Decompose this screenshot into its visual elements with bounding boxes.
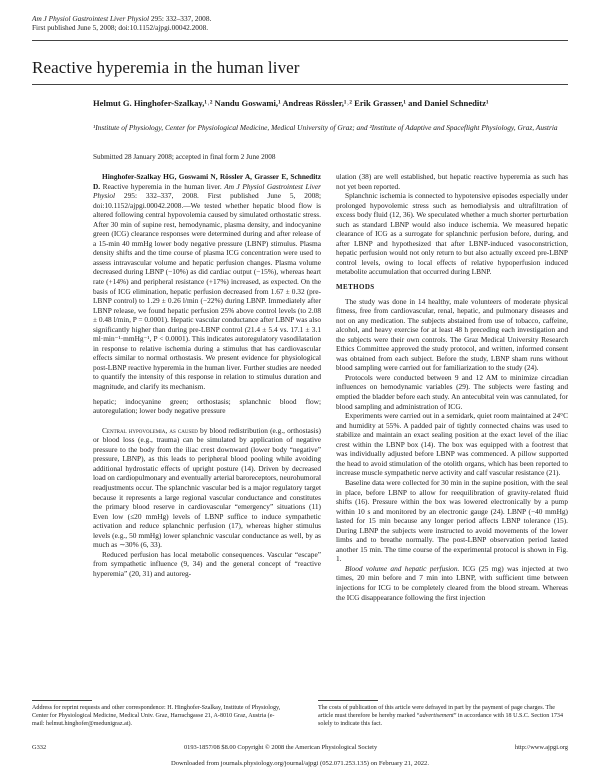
intro-paragraph-2: Reduced perfusion has local metabolic consequences. Vascular “escape” from sympathetic influence (9, 34) and the general concept of “reactive hyperemia” (20, 31) and autoreg-	[93, 549, 321, 578]
page-charges-footnote	[318, 700, 568, 728]
methods-heading: METHODS	[336, 283, 375, 292]
abstract-text: 295: 332–337, 2008. First published June 5, 2008; doi:10.1152/ajpgi.00042.2008.—We tested whether hepatic blood flow is altered following central hypovolemia caused by simulated orthostatic stress. After 30 min of supine rest, hemodynamic, plasma density, and indocyanine green (ICG) clearance responses were determined during and after release of a 15-min 40 mmHg lower body negative pressure (LBNP) stimulus. Plasma density shifts and the time course of plasma ICG concentration were used to assess intravascular volume and hepatic perfusion changes. Plasma volume decreased during LBNP (−10%) as did cardiac output (−15%), whereas heart rate (+14%) and peripheral resistance (+17%) increased, as expected. On the basis of ICG elimination, hepatic perfusion decreased from 1.67 ± 0.32 (pre-LBNP control) to 1.29 ± 0.26 l/min (−22%) during LBNP. Immediately after LBNP release, we found hepatic perfusion 25% above control levels (to 2.08 ± 0.48 l/min, P = 0.0001). Hepatic vascular conductance after LBNP was also significantly higher than during pre-LBNP control (21.4 ± 5.4 vs. 17.1 ± 3.1 ml·min⁻¹·mmHg⁻¹, P < 0.0001). This indicates autoregulatory vasodilatation in response to relative ischemia during a stimulus that has cardiovascular effects similar to normal orthostasis. We present evidence for physiological post-LBNP reactive hyperemia in the human liver. Further studies are needed to quantify the intensity of this response in relation to stimulus duration and magnitude, and clarify its mechanism.	[93, 191, 321, 392]
abstract-citation-journal: Am J Physiol Gastrointest Liver Physiol	[93, 181, 322, 201]
methods-paragraph-1: The study was done in 14 healthy, male volunteers of moderate physical fitness, free from cardiovascular, renal, hepatic, and pulmonary diseases and not on any medication. The subjects abstained from use of tobacco, caffeine, alcohol, and heavy exercise for at least 48 h preceding each investigation and the subjects were their own controls. The Graz Medical University Research Ethics Committee approved the study protocol, and written, informed consent was obtained from each subject. Before the study, LBNP sham runs without blood sampling were carried out for familiarization to the study (24).	[336, 296, 568, 373]
methods-paragraph-5	[336, 564, 568, 602]
journal-volume: 295: 332–337, 2008.	[149, 14, 212, 23]
methods-paragraph-4: Baseline data were collected for 30 min in the supine position, with the seal in place, before LBNP to allow for reequilibration of gravity-related fluid shifts (16). Pressure within the box was lowered electronically by a pump within 10 s and monitored by an electronic gauge (24). LBNP (−40 mmHg) lasted for 15 min because any longer period affects LBNP tolerance (15). During LBNP the subjects were instructed to avoid movements of the lower limbs and to breathe normally. The post-LBNP observation period lasted another 15 min. The time course of the experimental protocol is shown in Fig. 1.	[336, 477, 568, 564]
title-rule	[32, 84, 568, 85]
journal-url[interactable]: http://www.ajpgi.org	[514, 744, 568, 751]
header-rule	[32, 40, 568, 41]
intro-paragraph-1	[93, 426, 321, 550]
left-column	[93, 172, 321, 578]
author-list: Helmut G. Hinghofer-Szalkay,¹˒² Nandu Goswami,¹ Andreas Rössler,¹˒² Erik Grasser,¹ and Daniel Schneditz¹	[93, 98, 489, 108]
intro-paragraph-3: Splanchnic ischemia is connected to hypotensive episodes especially under prolonged hypovolemic stress such as hemodialysis and ultrafiltration of excess body fluid (12, 36). We speculated whether a much shorter perturbation such as standard LBNP would also induce ischemia. We measured hepatic clearance of ICG as a surrogate for splanchnic perfusion before, during, and after LBNP and hypothesized that after LBNP-induced vasoconstriction, hepatic perfusion would not only return to but also actually exceed pre-LBNP control levels, owing to local effects of relative hypoperfusion induced metabolite accumulation that occurred during LBNP.	[336, 191, 568, 277]
footnote-rule-right	[318, 700, 378, 701]
abstract	[93, 172, 321, 392]
page-charges-text: The costs of publication of this article were defrayed in part by the payment of page charges. The article must therefore be hereby marked “advertisement” in accordance with 18 U.S.C. Section 1734 solely to indicate this fact.	[318, 705, 564, 727]
page-footer	[32, 744, 568, 751]
right-column	[336, 172, 568, 602]
article-title: Reactive hyperemia in the human liver	[32, 58, 300, 77]
correspondence-text: Address for reprint requests and other correspondence: H. Hinghofer-Szalkay, Institute of Physiology, Center for Physiological Medicine, Medical Univ. Graz, Harrachgasse 21, A-8010 Graz, Austria (e-mail: helmut.hinghofer@medunigraz.at).	[32, 705, 281, 727]
methods-text-5: ICG (25 mg) was injected at two times, 20 min before and 7 min into LBNP, with sufficient time between injections for ICG to be completely cleared from the blood stream. Whereas the ICG disappearance following the first injection	[336, 563, 568, 602]
abstract-citation-authors: Hinghofer-Szalkay HG, Goswami N, Rössler A, Grasser E, Schneditz D.	[93, 172, 321, 191]
footnote-rule-left	[32, 700, 92, 701]
abstract-citation-title: Reactive hyperemia in the human liver.	[100, 181, 225, 191]
download-notice: Downloaded from journals.physiology.org/journal/ajpgi (052.071.253.135) on February 21, 2022.	[170, 760, 430, 767]
correspondence-footnote	[32, 700, 282, 728]
intro-continuation: ulation (38) are well established, but hepatic reactive hyperemia as such has not yet been reported.	[336, 172, 568, 191]
journal-name: Am J Physiol Gastrointest Liver Physiol	[32, 14, 150, 23]
subsection-heading: Blood volume and hepatic perfusion.	[345, 563, 460, 573]
copyright-line: 0193-1857/08 $8.00 Copyright © 2008 the American Physiological Society	[183, 744, 378, 751]
submission-dates: Submitted 28 January 2008; accepted in final form 2 June 2008	[93, 153, 276, 161]
methods-paragraph-2: Protocols were conducted between 9 and 12 AM to minimize circadian influences on hemodynamic variables (29). The subjects were fasting and emptied the bladder before each study. An antecubital vein was cannulated, for blood sampling and administration of ICG.	[336, 372, 568, 411]
page-number: G332	[32, 744, 47, 751]
intro-lead-in: Central hypovolemia, as caused	[102, 425, 198, 435]
intro-text-1: by blood redistribution (e.g., orthostasis) or blood loss (e.g., trauma) can be simulated by application of negative pressure to the body from the iliac crest downward (lower body “negative” pressure, LBNP), as this leads to peripheral blood pooling while avoiding additional hydrostatic effects of upright posture (14). Driven by decreased load on cardiopulmonary and eventually arterial baroreceptors, neurohumoral readjustments occur. The splanchnic vascular bed is a major regulatory target because it represents a large regional vascular conductance and constitutes the primary blood reserve in cardiovascular “emergency” situations (11) Even low (≤20 mmHg) levels of LBNP suffice to induce sympathetic activation and reduce splanchnic perfusion (17), whereas higher stimulus levels (e.g., 50 mmHg) lower splanchnic vascular conductance as well, by as much as ∼30% (6, 33).	[93, 425, 321, 550]
affiliations: ¹Institute of Physiology, Center for Physiological Medicine, Medical University of Graz; and ²Institute of Adaptive and Spaceflight Physiology, Graz, Austria	[93, 123, 558, 132]
running-header	[32, 14, 572, 33]
keywords: hepatic; indocyanine green; orthostasis; splanchnic blood flow; autoregulation; lower body negative pressure	[93, 396, 321, 416]
doi-line: First published June 5, 2008; doi:10.1152/ajpgi.00042.2008.	[32, 23, 209, 33]
methods-paragraph-3: Experiments were carried out in a semidark, quiet room maintained at 24°C and humidity at 55%. A padded pair of tightly connected chains was used to stabilize and maintain an exact sealing position at the exact level of the iliac crest within the LBNP box (14). The box was equipped with a footrest that was individually adjusted before LBNP was commenced. A pillow supported the head to avoid stimulation of the otolith organs, which has been reported to increase muscle sympathetic nerve activity and calf vascular resistance (21).	[336, 411, 568, 478]
